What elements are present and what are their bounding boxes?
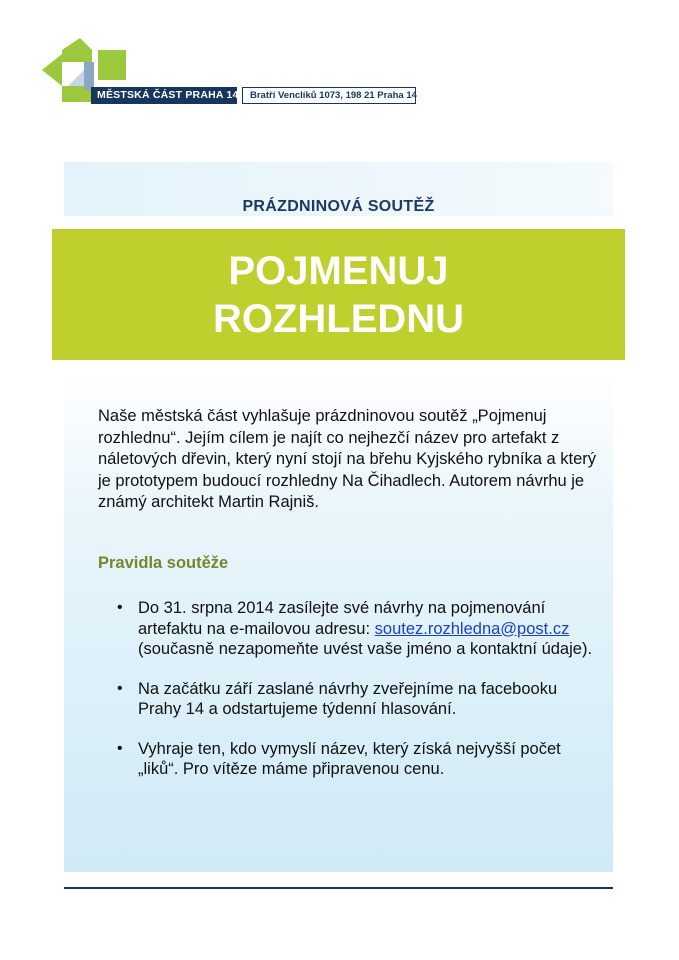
contest-subtitle: PRÁZDNINOVÁ SOUTĚŽ (242, 198, 435, 215)
list-item (98, 679, 598, 720)
intro-paragraph: Naše městská část vyhlašuje prázdninovou soutěž „Pojmenuj rozhlednu“. Jejím cílem je najít co nejhezčí název pro artefakt z náletových dřevin, který nyní stojí na břehu Kyjského rybníka a který je prototypem budoucí rozhledny Na Čihadlech. Autorem návrhu je známý architekt Martin Rajniš. (98, 407, 596, 511)
list-item (98, 739, 598, 780)
bullet-icon: • (117, 679, 123, 697)
title-banner (52, 229, 625, 360)
brand-name: MĚSTSKÁ ČÁST PRAHA 14 (91, 87, 237, 104)
rules-list (98, 598, 598, 799)
subtitle-panel (64, 162, 613, 216)
list-item (98, 598, 598, 660)
bullet-icon: • (117, 599, 123, 616)
rule-1-text-end: (současně nezapomeňte uvést vaše jméno a kontaktní údaje). (138, 640, 593, 658)
title-line-2: ROZHLEDNU (212, 297, 465, 341)
rule-3-text: Vyhraje ten, kdo vymyslí název, který získá nejvyšší počet „liků“. Pro vítěze máme připravenou cenu. (138, 739, 561, 778)
address: Bratří Venclíků 1073, 198 21 Praha 14 (242, 87, 416, 104)
bullet-icon: • (117, 739, 123, 757)
email-link[interactable]: soutez.rozhledna@post.cz (374, 619, 570, 638)
bottom-divider (64, 887, 613, 889)
title-line-1: POJMENUJ (228, 249, 449, 293)
rule-2-text: Na začátku září zaslané návrhy zveřejníme na facebooku Prahy 14 a odstartujeme týdenní hlasování. (138, 679, 558, 718)
rule-1-text: Do 31. srpna 2014 zasílejte své návrhy na pojmenování artefaktu na e-mailovou adresu: (138, 599, 546, 638)
content-panel (64, 370, 613, 872)
rules-heading: Pravidla soutěže (98, 554, 229, 572)
